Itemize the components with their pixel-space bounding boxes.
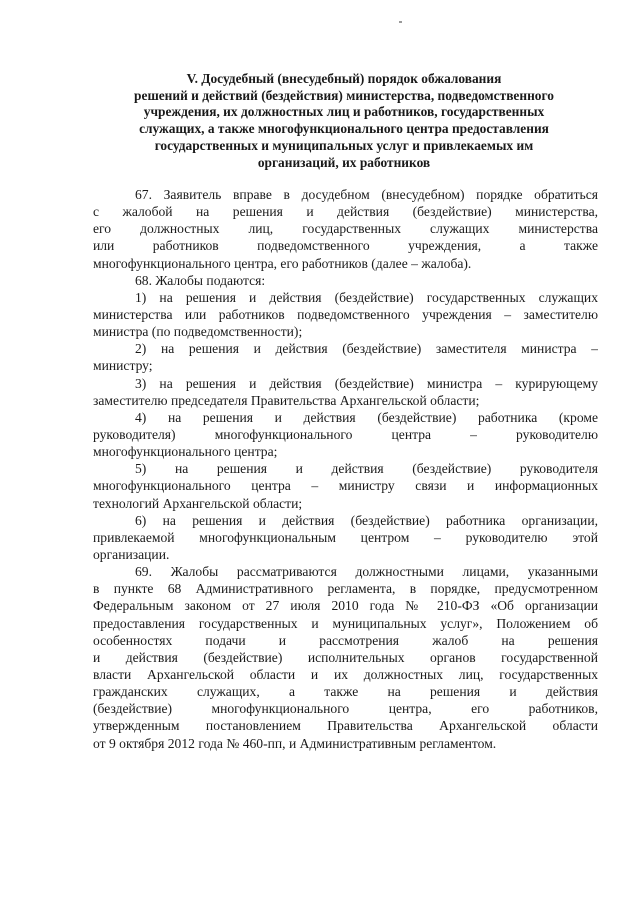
paragraph-69-line: и действия (бездействие) исполнительных органов государственной bbox=[93, 649, 598, 665]
heading-line: служащих, а также многофункционального центра предоставления bbox=[139, 121, 549, 137]
paragraph-69-line: предоставления государственных и муниципальных услуг», Положением об bbox=[93, 615, 598, 631]
heading-line: государственных и муниципальных услуг и привлекаемых им bbox=[154, 137, 534, 153]
list-item-3-line: 3) на решения и действия (бездействие) министра – курирующему bbox=[135, 375, 598, 391]
list-item-4-line: 4) на решения и действия (бездействие) работника (кроме bbox=[135, 409, 598, 425]
heading-line: V. Досудебный (внесудебный) порядок обжалования bbox=[186, 71, 502, 86]
list-item-3-line: заместителю председателя Правительства Архангельской области; bbox=[93, 392, 480, 408]
paragraph-67-line: или работников подведомственного учреждения, а также bbox=[93, 238, 598, 254]
list-item-4-line: многофункционального центра; bbox=[93, 444, 278, 460]
list-item-6-line: 6) на решения и действия (бездействие) работника организации, bbox=[135, 512, 598, 528]
list-item-1-line: министерства или работников подведомственного учреждения – заместителю bbox=[93, 306, 598, 322]
document-body bbox=[93, 186, 598, 752]
paragraph-69-line: особенностях подачи и рассмотрения жалоб на решения bbox=[93, 632, 598, 648]
heading-line: учреждения, их должностных лиц и работников, государственных bbox=[143, 104, 545, 120]
heading-line: решений и действий (бездействия) министерства, подведомственного bbox=[134, 87, 554, 103]
paragraph-69-line: Федеральным законом от 27 июля 2010 года № 210-ФЗ «Об организации bbox=[93, 598, 598, 614]
paragraph-69-line: от 9 октября 2012 года № 460-пп, и Административным регламентом. bbox=[93, 735, 497, 751]
paragraph-68-line: 68. Жалобы подаются: bbox=[135, 272, 266, 288]
scan-mark bbox=[399, 21, 402, 23]
list-item-5-line: технологий Архангельской области; bbox=[93, 495, 303, 511]
list-item-2-line: министру; bbox=[93, 358, 153, 374]
paragraph-69-line: в пункте 68 Административного регламента, в порядке, предусмотренном bbox=[93, 581, 598, 597]
paragraph-69-line: 69. Жалобы рассматриваются должностными лицами, указанными bbox=[135, 564, 598, 580]
section-heading bbox=[88, 71, 600, 171]
list-item-5-line: многофункционального центра – министру связи и информационных bbox=[93, 478, 598, 494]
paragraph-69-line: власти Архангельской области и их должностных лиц, государственных bbox=[93, 666, 598, 682]
list-item-6-line: привлекаемой многофункциональным центром – руководителю этой bbox=[93, 529, 598, 545]
paragraph-67-line: 67. Заявитель вправе в досудебном (внесудебном) порядке обратиться bbox=[135, 187, 598, 202]
list-item-2-line: 2) на решения и действия (бездействие) заместителя министра – bbox=[135, 341, 598, 357]
paragraph-67-line: с жалобой на решения и действия (бездействие) министерства, bbox=[93, 204, 598, 220]
paragraph-67-line: его должностных лиц, государственных служащих министерства bbox=[93, 221, 598, 237]
list-item-1-line: министра (по подведомственности); bbox=[93, 324, 303, 340]
paragraph-69-line: утвержденным постановлением Правительства Архангельской области bbox=[93, 718, 598, 734]
paragraph-69-line: гражданских служащих, а также на решения и действия bbox=[93, 684, 598, 700]
list-item-4-line: руководителя) многофункционального центра – руководителю bbox=[93, 426, 598, 442]
heading-line: организаций, их работников bbox=[257, 154, 431, 170]
list-item-6-line: организации. bbox=[93, 546, 170, 562]
paragraph-69-line: (бездействие) многофункционального центра, его работников, bbox=[93, 701, 598, 717]
list-item-1-line: 1) на решения и действия (бездействие) государственных служащих bbox=[135, 289, 598, 305]
list-item-5-line: 5) на решения и действия (бездействие) руководителя bbox=[135, 461, 598, 477]
paragraph-67-line: многофункционального центра, его работников (далее – жалоба). bbox=[93, 255, 472, 271]
